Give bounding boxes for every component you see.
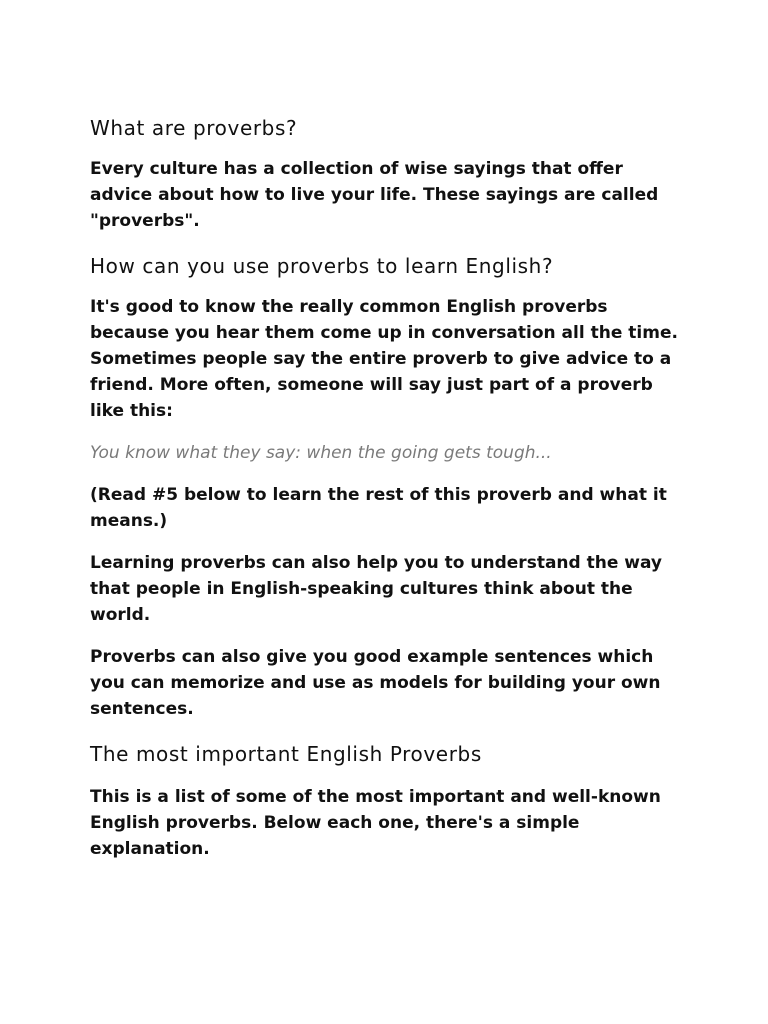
paragraph-cultures: Learning proverbs can also help you to understand the way that people in English-speaking cultures think about the world. (90, 553, 663, 625)
paragraph-read-five: (Read #5 below to learn the rest of this proverb and what it means.) (90, 485, 667, 531)
heading-how-to-use-proverbs: How can you use proverbs to learn English? (90, 254, 554, 278)
paragraph-example-sentences: Proverbs can also give you good example sentences which you can memorize and use as models for building your own sentences. (90, 647, 661, 719)
heading-what-are-proverbs: What are proverbs? (90, 116, 298, 140)
paragraph-definition: Every culture has a collection of wise sayings that offer advice about how to live your life. These sayings are called "proverbs". (90, 159, 659, 231)
heading-most-important: The most important English Proverbs (90, 742, 482, 766)
example-quote: You know what they say: when the going gets tough... (90, 443, 552, 463)
article-body (90, 114, 690, 862)
paragraph-common-proverbs: It's good to know the really common English proverbs because you hear them come up in conversation all the time. Sometimes people say the entire proverb to give advice to a friend. More often, someone will say just part of a proverb like this: (90, 297, 678, 421)
paragraph-list-intro: This is a list of some of the most important and well-known English proverbs. Below each one, there's a simple explanation. (90, 787, 661, 859)
